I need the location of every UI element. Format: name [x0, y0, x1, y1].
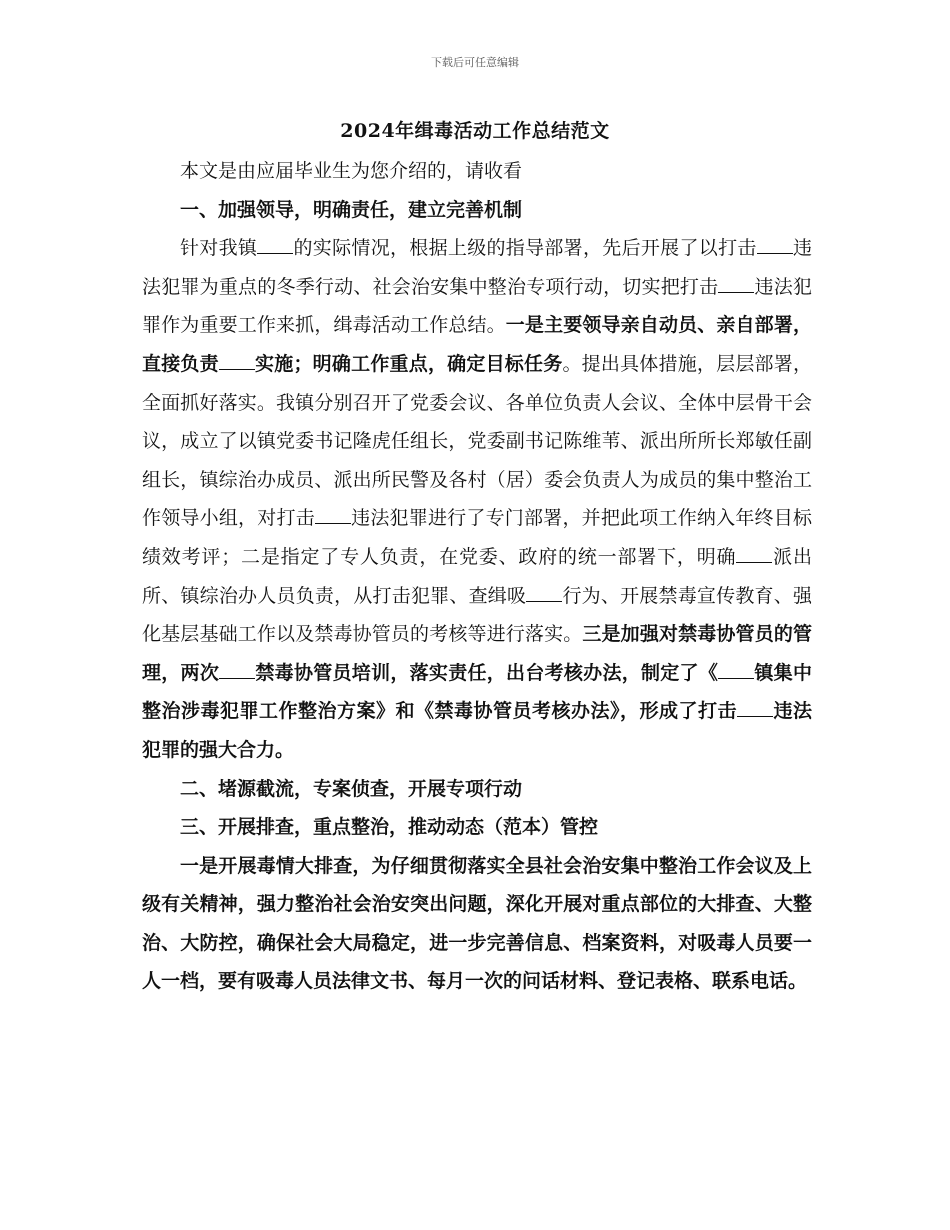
blank-underline [757, 252, 793, 254]
blank-underline [736, 561, 772, 563]
text-segment: 派出所、镇综治办人员负责，从打击犯罪、查缉吸 [142, 545, 812, 607]
blank-underline [315, 522, 351, 524]
blank-underline [737, 715, 773, 717]
section-1-paragraph [142, 229, 812, 769]
section-heading-1: 一、加强领导，明确责任，建立完善机制 [180, 198, 523, 221]
blank-underline [219, 368, 255, 370]
text-segment: 针对我镇 [180, 237, 258, 260]
text-segment: 行为、开展禁毒宣传教育、强化基层基础工作以及禁毒协管员的考核等进行落实。 [142, 584, 812, 646]
document-title: 2024年缉毒活动工作总结范文 [340, 120, 610, 142]
bold-segment: 实施；明确工作重点，确定目标任务 [254, 352, 563, 375]
intro-paragraph: 本文是由应届毕业生为您介绍的，请收看 [180, 160, 523, 182]
blank-underline [526, 600, 562, 602]
bold-segment: 一是主要领导亲自动员、亲自部署，直接负责 [142, 314, 812, 375]
section-3-paragraph: 一是开展毒情大排查，为仔细贯彻落实全县社会治安集中整治工作会议及上级有关精神，强力整治社会治安突出问题，深化开展对重点部位的大排查、大整治、大防控，确保社会大局稳定，进一步完善信息、档案资料，对吸毒人员要一人一档，要有吸毒人员法律文书、每月一次的问话材料、登记表格、联系电话。 [142, 854, 812, 993]
text-segment: 违法犯罪进行了专门部署，并把此项工作纳入年终目标绩效考评；二是指定了专人负责，在党委、政府的统一部署下，明确 [142, 507, 812, 568]
blank-underline [718, 677, 754, 679]
bold-segment: 禁毒协管员培训，落实责任，出台考核办法，制定了《 [255, 661, 719, 684]
section-heading-3: 三、开展排查，重点整治，推动动态（范本）管控 [180, 816, 599, 839]
blank-underline [257, 252, 293, 254]
bold-segment: 镇集中整治涉毒犯罪工作整治方案》和《禁毒协管员考核办法》，形成了打击 [142, 661, 812, 723]
blank-underline [718, 291, 754, 293]
section-heading-2: 二、堵源截流，专案侦查，开展专项行动 [180, 777, 523, 800]
text-segment: 的实际情况，根据上级的指导部署，先后开展了以打击 [293, 237, 757, 260]
bold-segment: 三是加强对禁毒协管员的管理，两次 [142, 623, 812, 684]
document-body [142, 152, 812, 1001]
bold-segment: 违法犯罪的强大合力。 [142, 700, 812, 761]
text-segment: 。提出具体措施，层层部署，全面抓好落实。我镇分别召开了党委会议、各单位负责人会议、全体中层骨干会议，成立了以镇党委书记隆虎任组长，党委副书记陈维苇、派出所所长郑敏任副组长，镇综治办成员、派出所民警及各村（居）委会负责人为成员的集中整治工作领导小组，对打击 [142, 352, 812, 530]
header-note: 下载后可任意编辑 [431, 56, 519, 69]
blank-underline [219, 677, 255, 679]
text-segment: 违法犯罪作为重要工作来抓，缉毒活动工作总结。 [142, 275, 812, 337]
text-segment: 违法犯罪为重点的冬季行动、社会治安集中整治专项行动，切实把打击 [142, 237, 812, 298]
